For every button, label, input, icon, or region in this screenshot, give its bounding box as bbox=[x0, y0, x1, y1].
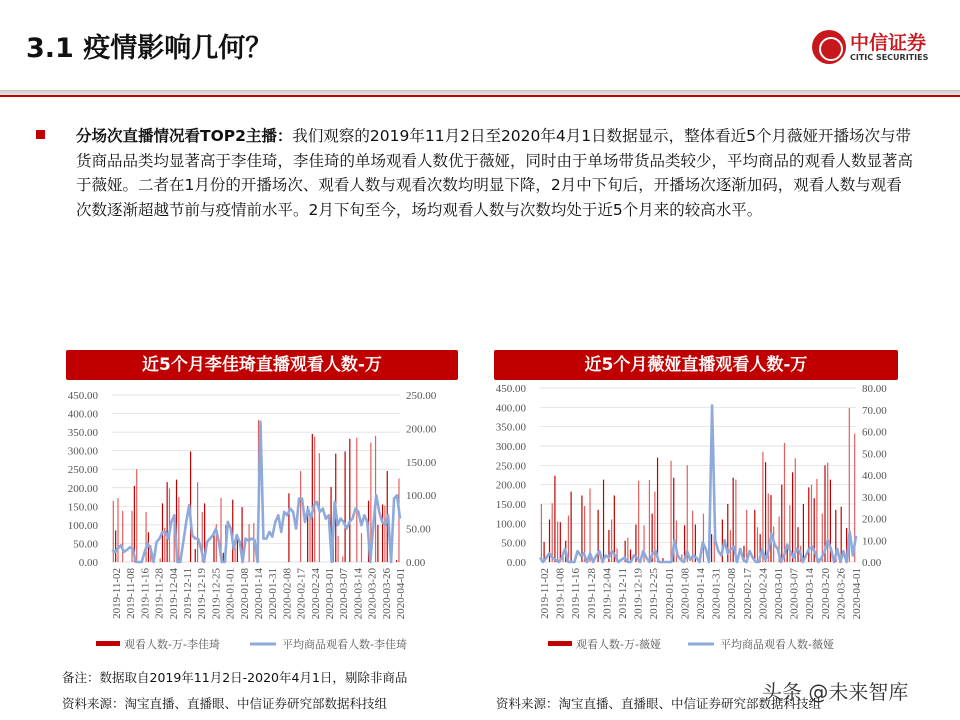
logo-en: CITIC SECURITIES bbox=[850, 52, 929, 62]
legend-bar-swatch bbox=[96, 641, 120, 646]
bar bbox=[312, 434, 313, 562]
bar bbox=[589, 489, 590, 562]
bar bbox=[541, 504, 542, 562]
y-right-tick: 250.00 bbox=[406, 390, 437, 402]
x-tick: 2020-01-14 bbox=[253, 568, 265, 620]
bar bbox=[554, 476, 555, 562]
chart1-title: 近5个月李佳琦直播观看人数-万 bbox=[66, 350, 458, 380]
y-left-tick: 400.00 bbox=[67, 408, 98, 421]
bar bbox=[811, 485, 812, 562]
x-tick: 2019-12-19 bbox=[632, 568, 645, 620]
x-tick: 2020-03-20 bbox=[366, 568, 379, 620]
x-tick: 2020-02-08 bbox=[726, 568, 739, 620]
y-left-tick: 450.00 bbox=[495, 383, 526, 395]
x-tick: 2019-11-16 bbox=[570, 568, 583, 619]
bar bbox=[195, 549, 196, 562]
x-tick: 2019-12-25 bbox=[210, 568, 223, 620]
bar bbox=[765, 462, 766, 562]
bar bbox=[627, 538, 628, 562]
bar bbox=[703, 514, 704, 562]
y-right-tick: 150.00 bbox=[406, 456, 437, 469]
y-left-tick: 0.00 bbox=[506, 557, 526, 569]
bar bbox=[746, 510, 747, 562]
y-left-tick: 200.00 bbox=[495, 479, 526, 492]
bar bbox=[687, 465, 688, 562]
x-tick: 2020-03-20 bbox=[819, 568, 832, 620]
y-right-tick: 50.00 bbox=[406, 523, 431, 536]
x-tick: 2020-01-14 bbox=[695, 568, 707, 620]
bar bbox=[781, 485, 782, 562]
y-left-tick: 200.00 bbox=[67, 482, 98, 495]
y-right-tick: 80.00 bbox=[862, 383, 887, 395]
x-tick: 2020-03-26 bbox=[835, 568, 848, 620]
bar bbox=[314, 437, 315, 562]
bar bbox=[160, 558, 161, 562]
bar bbox=[213, 532, 214, 562]
bar bbox=[730, 530, 731, 562]
bar bbox=[571, 492, 572, 562]
bar bbox=[670, 461, 671, 562]
x-tick: 2020-03-07 bbox=[338, 568, 351, 620]
body-text: 我们观察的2019年11月2日至2020年4月1日数据显示，整体看近5个月薇娅开播场次与带货商品品类均显著高于李佳琦，李佳琦的单场观看人数优于薇娅，同时由于单场带货品类较少，平均商品的观看人数显著高于薇娅。二者在1月份的开播场次、观看人数与观看次数均明显下降，2月中下旬后，开播场次逐渐加码，观看人数与观看次数逐渐超越节前与疫情前水平。2月下旬至今，场均观看人数与次数均处于近5个月来的较高水平。 bbox=[76, 127, 914, 219]
bar bbox=[178, 497, 179, 562]
watermark: 头条 @未来智库 bbox=[762, 680, 909, 704]
x-tick: 2020-01-31 bbox=[267, 568, 280, 620]
logo-cn: 中信证券 bbox=[850, 31, 927, 54]
y-left-tick: 350.00 bbox=[67, 427, 98, 440]
y-right-tick: 20.00 bbox=[862, 513, 887, 526]
y-left-tick: 250.00 bbox=[495, 460, 526, 473]
bar bbox=[792, 472, 793, 562]
x-tick: 2019-11-16 bbox=[139, 568, 152, 619]
y-left-tick: 150.00 bbox=[67, 501, 98, 514]
bar bbox=[816, 479, 817, 562]
x-tick: 2020-01-31 bbox=[710, 568, 723, 620]
x-tick: 2020-01-08 bbox=[238, 568, 251, 620]
y-right-tick: 50.00 bbox=[862, 448, 887, 461]
bar bbox=[349, 439, 350, 562]
bar bbox=[657, 458, 658, 562]
x-tick: 2020-01-01 bbox=[663, 568, 676, 620]
legend-line-label: 平均商品观看人数-薇娅 bbox=[720, 638, 834, 651]
y-right-tick: 10.00 bbox=[862, 535, 887, 548]
bar bbox=[784, 443, 785, 562]
y-left-tick: 450.00 bbox=[67, 390, 98, 402]
y-right-tick: 0.00 bbox=[862, 557, 882, 569]
legend-bar-swatch bbox=[548, 641, 572, 646]
bar bbox=[337, 536, 338, 562]
bar bbox=[770, 495, 771, 562]
x-tick: 2019-11-02 bbox=[111, 568, 123, 619]
x-tick: 2020-03-26 bbox=[380, 568, 393, 620]
bar bbox=[356, 438, 357, 562]
bar bbox=[568, 516, 569, 562]
x-tick: 2019-12-19 bbox=[196, 568, 209, 620]
bar bbox=[797, 527, 798, 562]
x-tick: 2020-03-07 bbox=[788, 568, 801, 620]
x-tick: 2019-12-11 bbox=[617, 568, 629, 619]
page-title: 3.1 疫情影响几何？ bbox=[26, 33, 273, 64]
bar bbox=[377, 525, 378, 562]
bar bbox=[396, 560, 397, 562]
y-right-tick: 70.00 bbox=[862, 404, 887, 417]
y-right-tick: 100.00 bbox=[406, 490, 437, 503]
x-tick: 2019-11-08 bbox=[554, 568, 567, 619]
bar bbox=[754, 510, 755, 562]
x-tick: 2019-11-28 bbox=[153, 568, 166, 619]
x-tick: 2020-04-01 bbox=[851, 568, 863, 620]
x-tick: 2020-01-08 bbox=[679, 568, 692, 620]
x-tick: 2020-02-17 bbox=[295, 568, 308, 620]
x-tick: 2019-12-04 bbox=[167, 568, 180, 620]
y-left-tick: 300.00 bbox=[67, 445, 98, 458]
bar bbox=[113, 501, 114, 562]
legend-line-label: 平均商品观看人数-李佳琦 bbox=[282, 638, 407, 651]
bar bbox=[309, 514, 310, 562]
bar bbox=[300, 471, 301, 562]
x-tick: 2019-11-08 bbox=[125, 568, 138, 619]
bar bbox=[131, 511, 132, 562]
legend-bar-label: 观看人数-万-李佳琦 bbox=[124, 638, 220, 651]
bar bbox=[345, 451, 346, 562]
x-tick: 2019-12-25 bbox=[648, 568, 661, 620]
x-tick: 2020-01-01 bbox=[224, 568, 237, 620]
bar bbox=[560, 522, 561, 562]
x-tick: 2020-03-01 bbox=[324, 568, 336, 620]
source-left: 资料来源：淘宝直播、直播眼、中信证券研究部数据科技组 bbox=[62, 696, 388, 711]
y-right-tick: 60.00 bbox=[862, 426, 887, 439]
y-left-tick: 300.00 bbox=[495, 441, 526, 453]
bar bbox=[288, 493, 289, 562]
bar bbox=[361, 533, 362, 562]
bar bbox=[117, 498, 118, 562]
bar bbox=[795, 458, 796, 562]
legend-bar-label: 观看人数-万-薇娅 bbox=[576, 638, 661, 651]
bar bbox=[342, 556, 343, 562]
x-tick: 2020-03-14 bbox=[352, 568, 365, 620]
lead-text: 分场次直播情况看TOP2主播： bbox=[76, 127, 293, 145]
y-left-tick: 50.00 bbox=[73, 538, 98, 551]
x-tick: 2020-03-01 bbox=[773, 568, 785, 620]
x-tick: 2019-12-04 bbox=[601, 568, 614, 620]
x-tick: 2020-02-24 bbox=[757, 568, 770, 620]
chart2-title: 近5个月薇娅直播观看人数-万 bbox=[494, 350, 898, 380]
x-tick: 2020-02-24 bbox=[309, 568, 322, 620]
bar bbox=[382, 504, 383, 562]
y-right-tick: 200.00 bbox=[406, 423, 437, 436]
y-left-tick: 50.00 bbox=[501, 537, 526, 550]
y-left-tick: 250.00 bbox=[67, 464, 98, 477]
bar bbox=[122, 511, 123, 562]
bar bbox=[827, 463, 828, 562]
bar bbox=[649, 480, 650, 562]
y-left-tick: 400.00 bbox=[495, 402, 526, 415]
bar bbox=[557, 521, 558, 562]
bar bbox=[136, 469, 137, 562]
x-tick: 2019-11-02 bbox=[539, 568, 551, 619]
bar bbox=[603, 480, 604, 562]
y-right-tick: 30.00 bbox=[862, 491, 887, 504]
bar bbox=[167, 482, 168, 562]
bar bbox=[249, 524, 250, 562]
x-tick: 2019-12-11 bbox=[182, 568, 194, 619]
bar bbox=[197, 482, 198, 562]
x-tick: 2020-02-08 bbox=[281, 568, 294, 620]
bar bbox=[552, 503, 553, 562]
bar bbox=[115, 530, 116, 562]
y-left-tick: 100.00 bbox=[495, 518, 526, 531]
y-left-tick: 100.00 bbox=[67, 519, 98, 532]
y-right-tick: 0.00 bbox=[406, 557, 426, 569]
y-right-tick: 40.00 bbox=[862, 470, 887, 482]
x-tick: 2020-03-14 bbox=[804, 568, 817, 620]
x-tick: 2019-11-28 bbox=[585, 568, 598, 619]
bar bbox=[803, 504, 804, 562]
bar bbox=[711, 534, 712, 562]
bar bbox=[581, 495, 582, 562]
bar bbox=[384, 506, 385, 562]
x-tick: 2020-02-17 bbox=[741, 568, 754, 620]
x-tick: 2020-04-01 bbox=[395, 568, 407, 620]
y-left-tick: 350.00 bbox=[495, 421, 526, 434]
bar bbox=[762, 452, 763, 562]
bar bbox=[757, 527, 758, 562]
bar bbox=[638, 481, 639, 562]
bar bbox=[398, 479, 399, 563]
y-left-tick: 0.00 bbox=[78, 557, 98, 569]
source-right: 资料来源：淘宝直播、直播眼、中信证券研究部数据科技组 bbox=[496, 696, 822, 711]
remark-note: 备注：数据取自2019年11月2日-2020年4月1日，剔除非商品 bbox=[62, 670, 408, 685]
bar bbox=[145, 512, 146, 562]
y-left-tick: 150.00 bbox=[495, 499, 526, 511]
